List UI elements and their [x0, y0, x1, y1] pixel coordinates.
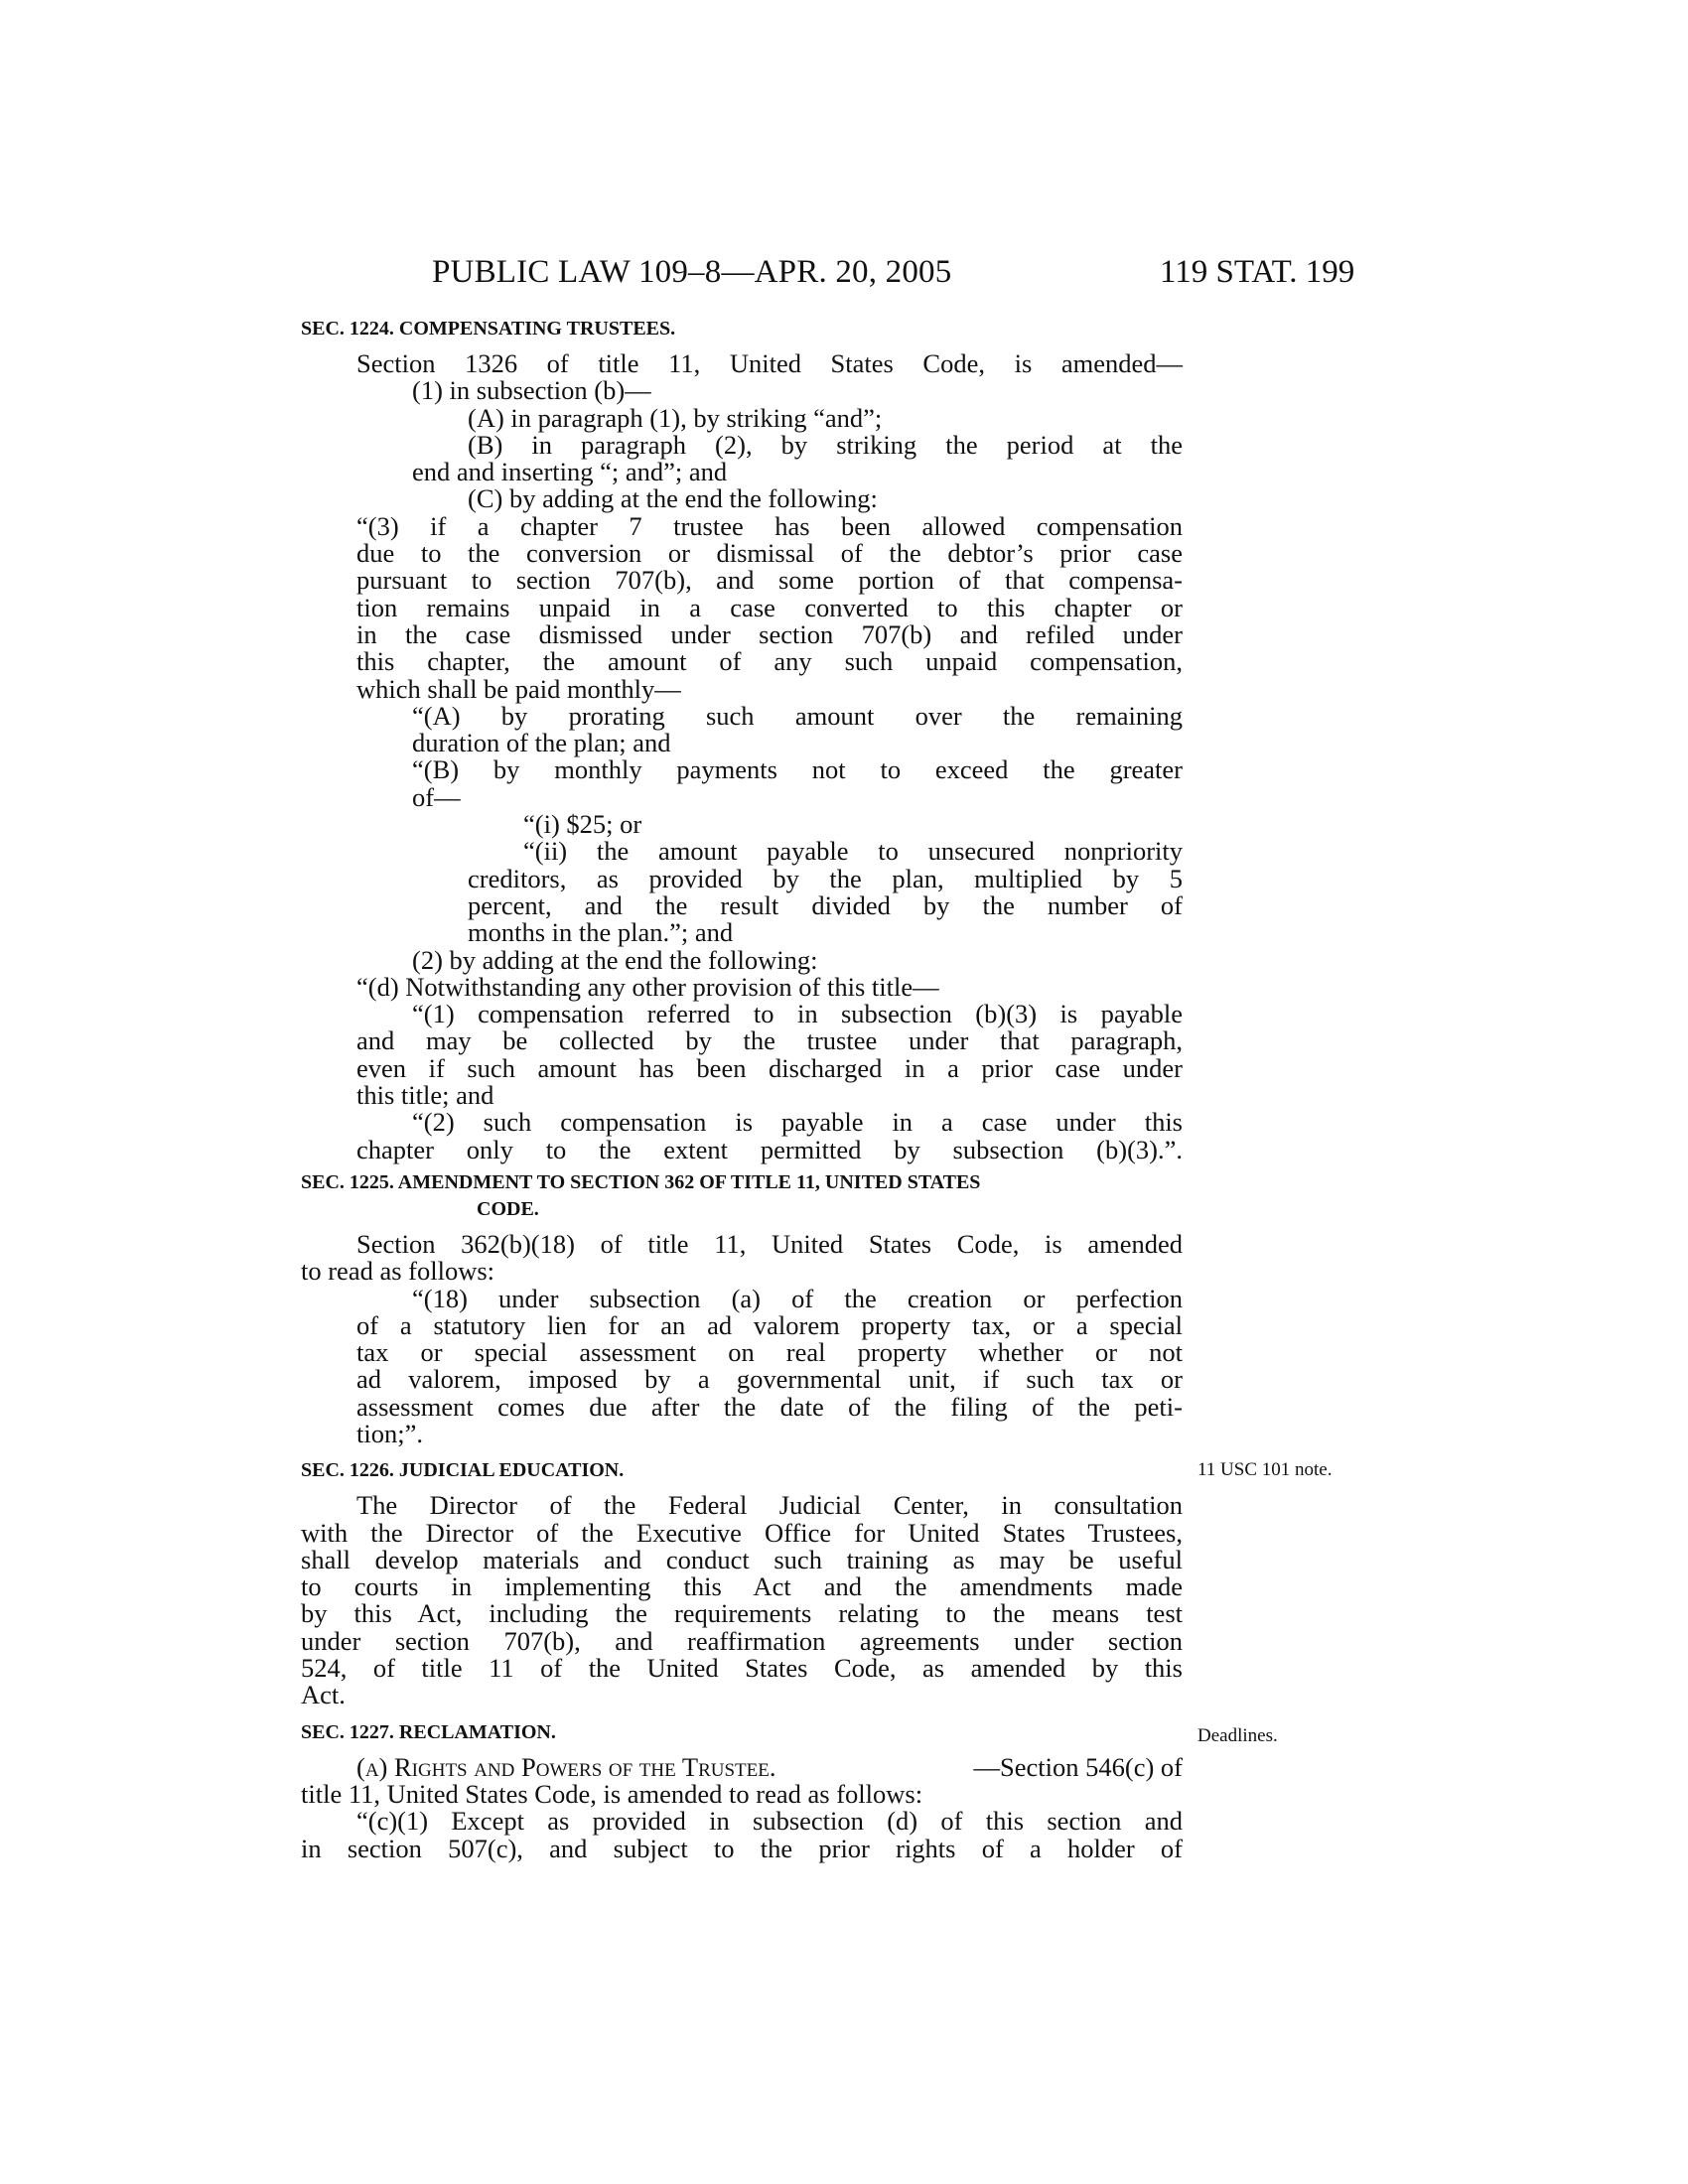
text-line: (1) in subsection (b)—: [412, 375, 651, 406]
text-line: which shall be paid monthly—: [356, 673, 681, 704]
section-heading-cont: CODE.: [477, 1197, 539, 1220]
margin-note-usc: 11 USC 101 note.: [1197, 1459, 1333, 1480]
text-line: Section 1326 of title 11, United States Code, is amended—: [356, 348, 1183, 378]
page-reference: 119 STAT. 199: [1160, 254, 1355, 290]
text-line: 524, of title 11 of the United States Code, as amended by this: [301, 1653, 1183, 1684]
text-line: under section 707(b), and reaffirmation agreements under section: [301, 1625, 1183, 1656]
text-line: tion;”.: [356, 1418, 423, 1448]
text-line: in the case dismissed under section 707(b) and refiled under: [356, 618, 1183, 649]
text-line: end and inserting “; and”; and: [412, 457, 728, 487]
text-line: to read as follows:: [301, 1256, 495, 1287]
text-line: shall develop materials and conduct such training as may be useful: [301, 1544, 1183, 1574]
text-line: “(2) such compensation is payable in a case under this: [412, 1107, 1183, 1138]
text-line: of a statutory lien for an ad valorem property tax, or a special: [356, 1309, 1183, 1340]
text-line: this chapter, the amount of any such unpaid compensation,: [356, 646, 1183, 677]
body-text: [301, 316, 1183, 1862]
text-line: title 11, United States Code, is amended to read as follows:: [301, 1778, 923, 1809]
text-line: duration of the plan; and: [412, 728, 671, 758]
text-line: (A) in paragraph (1), by striking “and”;: [468, 402, 883, 433]
text-line: and may be collected by the trustee under that paragraph,: [356, 1025, 1183, 1056]
section-heading: SEC. 1227. RECLAMATION.: [301, 1720, 556, 1743]
text-line: “(i) $25; or: [523, 809, 642, 840]
margin-note-deadlines: Deadlines.: [1197, 1725, 1278, 1746]
text-line: “(18) under subsection (a) of the creation or perfection: [412, 1283, 1183, 1313]
text-line: “(B) by monthly payments not to exceed the greater: [412, 754, 1183, 785]
text-line: pursuant to section 707(b), and some portion of that compensa-: [356, 565, 1183, 596]
text-line: percent, and the result divided by the number of: [468, 889, 1183, 920]
section-heading: SEC. 1224. COMPENSATING TRUSTEES.: [301, 318, 676, 340]
text-line: chapter only to the extent permitted by subsection (b)(3).”.: [356, 1134, 1183, 1164]
text-line: “(ii) the amount payable to unsecured nonpriority: [523, 836, 1183, 867]
section-heading: SEC. 1225. AMENDMENT TO SECTION 362 OF TITLE 11, UNITED STATES: [301, 1170, 981, 1193]
section-heading: SEC. 1226. JUDICIAL EDUCATION.: [301, 1459, 625, 1482]
text-line: tax or special assessment on real property whether or not: [356, 1337, 1183, 1368]
text-line: in section 507(c), and subject to the prior rights of a holder of: [301, 1833, 1183, 1863]
text-line: ad valorem, imposed by a governmental unit, if such tax or: [356, 1364, 1183, 1395]
text-line: “(c)(1) Except as provided in subsection (d) of this section and: [356, 1806, 1183, 1837]
text-line: assessment comes due after the date of the filing of the peti-: [356, 1391, 1183, 1422]
text-line: “(d) Notwithstanding any other provision of this title—: [356, 971, 939, 1002]
text-line: creditors, as provided by the plan, multiplied by 5: [468, 863, 1183, 893]
text-line: to courts in implementing this Act and the amendments made: [301, 1571, 1183, 1602]
text-line: “(3) if a chapter 7 trustee has been allowed compensation: [356, 510, 1183, 541]
text-line: of—: [412, 781, 461, 812]
text-line: with the Director of the Executive Office for United States Trustees,: [301, 1517, 1183, 1548]
text-line: Act.: [301, 1680, 346, 1710]
text-line: “(1) compensation referred to in subsection (b)(3) is payable: [412, 999, 1183, 1029]
text-line: (C) by adding at the end the following:: [468, 483, 878, 514]
text-line: The Director of the Federal Judicial Center, in consultation: [356, 1490, 1183, 1521]
text-line: [301, 1751, 1183, 1782]
running-header-title: PUBLIC LAW 109–8—APR. 20, 2005: [432, 254, 952, 290]
text-line: tion remains unpaid in a case converted to this chapter or: [356, 592, 1183, 622]
text-line: (B) in paragraph (2), by striking the period at the: [468, 429, 1183, 460]
text-line: even if such amount has been discharged in a prior case under: [356, 1052, 1183, 1083]
text-line: (2) by adding at the end the following:: [412, 944, 818, 975]
text-line: Section 362(b)(18) of title 11, United States Code, is amended: [356, 1228, 1183, 1259]
text-line: “(A) by prorating such amount over the remaining: [412, 700, 1183, 731]
subsection-heading: (a) Rights and Powers of the Trustee.: [356, 1751, 776, 1782]
text-line: by this Act, including the requirements relating to the means test: [301, 1598, 1183, 1629]
subsection-heading-rest: —Section 546(c) of: [973, 1751, 1183, 1782]
text-line: this title; and: [356, 1080, 494, 1111]
text-line: months in the plan.”; and: [468, 917, 734, 948]
text-line: due to the conversion or dismissal of the debtor’s prior case: [356, 538, 1183, 569]
